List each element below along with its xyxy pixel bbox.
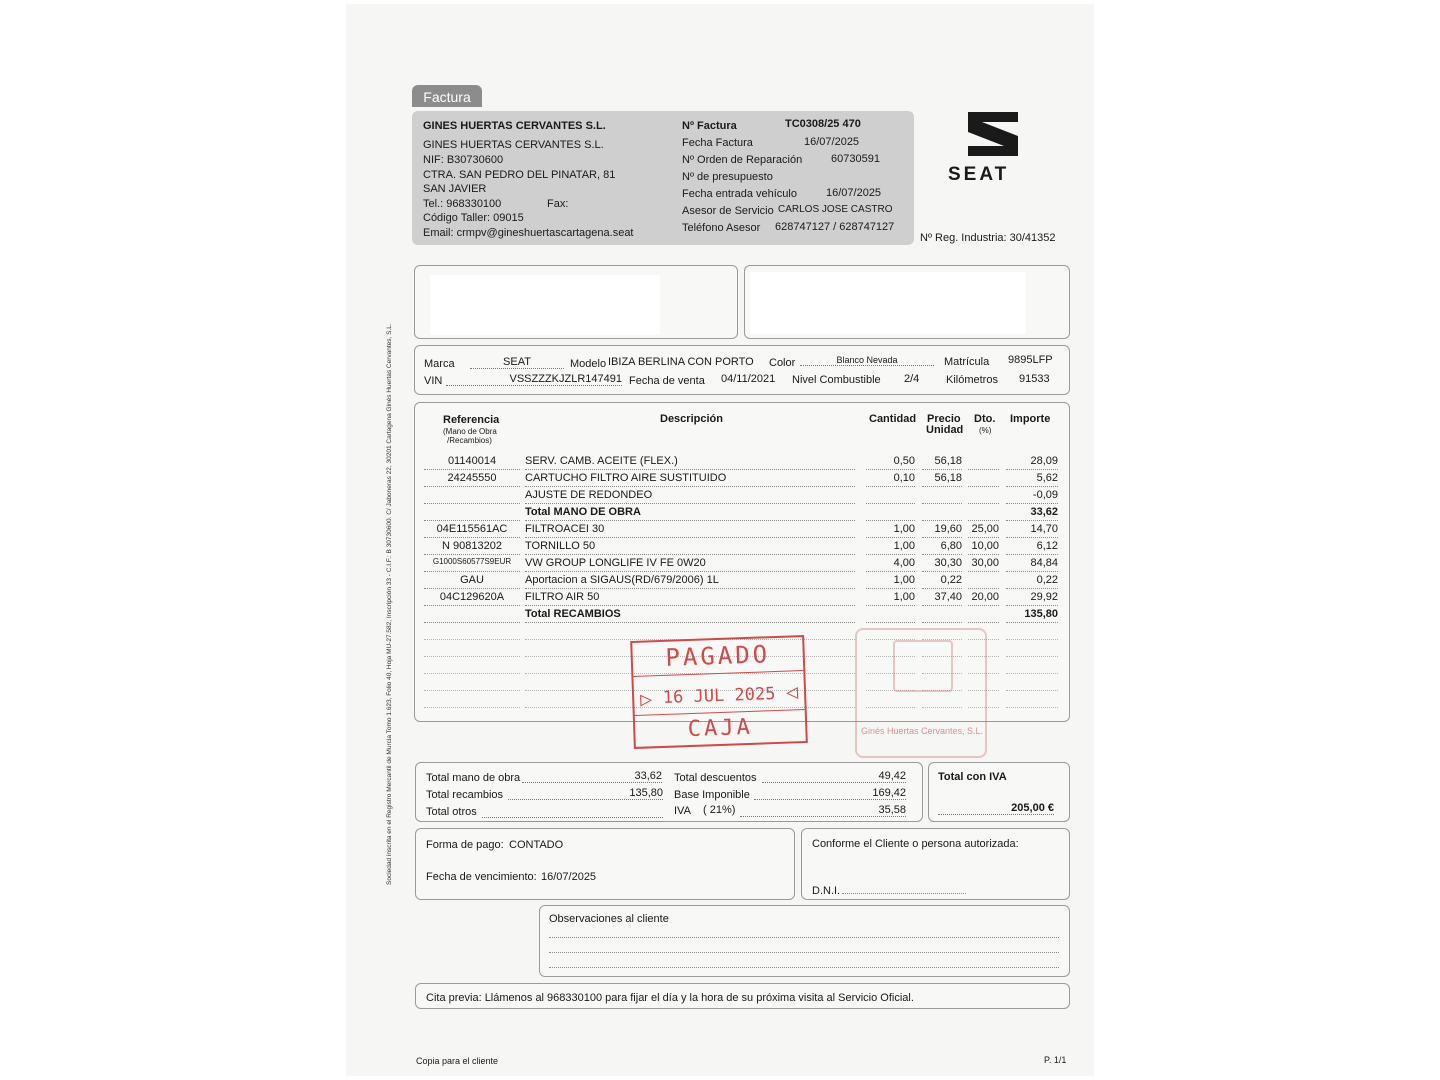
brand-value: SEAT [470, 356, 564, 369]
company-name-bold: GINES HUERTAS CERVANTES S.L. [423, 120, 606, 132]
cell-amount: 5,62 [1036, 472, 1058, 484]
row-dotted-line [968, 503, 999, 504]
row-dotted-line [525, 486, 855, 487]
row-dotted-line [968, 622, 999, 623]
advisor-name: CARLOS JOSE CASTRO [778, 204, 893, 215]
company-nif: NIF: B30730600 [423, 154, 504, 166]
row-dotted-line [922, 469, 962, 470]
row-dotted-line [424, 520, 520, 521]
row-dotted-line [968, 537, 999, 538]
row-dotted-line [968, 520, 999, 521]
cell-ref: GAU [460, 574, 484, 586]
cell-ref: 24245550 [447, 472, 497, 484]
due-date-value: 16/07/2025 [541, 871, 597, 883]
row-dotted-line [1006, 622, 1058, 623]
row-dotted-line [1006, 605, 1058, 606]
company-tel: Tel.: 968330100 [423, 198, 502, 210]
row-dotted-line [424, 622, 520, 623]
row-dotted-line [424, 554, 520, 555]
observations-line [549, 937, 1059, 938]
row-dotted-line [968, 605, 999, 606]
vin-value: VSSZZZKJZLR147491 [446, 373, 622, 386]
quote-label: Nº de presupuesto [682, 171, 773, 183]
col-header-unit-price: Unidad [926, 424, 964, 436]
company-address: CTRA. SAN PEDRO DEL PINATAR, 81 [423, 169, 616, 181]
col-header-unit-price: Precio [927, 413, 961, 425]
col-header-amount: Importe [1010, 413, 1051, 425]
row-dotted-line [866, 605, 915, 606]
seat-logo-icon [966, 110, 1020, 158]
fuel-label: Nivel Combustible [792, 374, 881, 386]
cell-desc: Total MANO DE OBRA [525, 506, 641, 518]
observations-line [549, 967, 1059, 968]
registry-text: Sociedad inscrita en el Registro Mercantil de Murcia Tomo 1.623, Folio 40, Hoja MU-27.582, Inscripción 33 - C.I.F.: B 30730600. C/ Jaboneras 22, 30201 Cartagena Ginés Huertas Cervantes, S.L. [386, 323, 393, 885]
company-fax: Fax: [547, 198, 569, 210]
observations-label: Observaciones al cliente [549, 913, 669, 925]
row-dotted-line [866, 588, 915, 589]
entry-date-label: Fecha entrada vehículo [682, 188, 797, 200]
cell-qty: 1,00 [893, 523, 915, 535]
repair-order: 60730591 [831, 153, 880, 165]
workshop-code: Código Taller: 09015 [423, 212, 524, 224]
row-dotted-line [922, 486, 962, 487]
cell-amount: 28,09 [1030, 455, 1058, 467]
dni-label: D.N.I. [812, 885, 841, 897]
sale-date-label: Fecha de venta [629, 375, 705, 387]
company-email: Email: crmpv@gineshuertascartagena.seat [423, 227, 634, 239]
row-dotted-line [424, 503, 520, 504]
total-labor-value: 33,62 [522, 770, 662, 783]
paid-stamp [630, 635, 808, 749]
sale-date-value: 04/11/2021 [721, 373, 776, 385]
col-header-reference-sub: /Recambios) [447, 436, 492, 445]
advisor-phone: 628747127 / 628747127 [775, 221, 895, 233]
row-dotted-line [525, 554, 855, 555]
vehicle-info-box [414, 345, 1070, 395]
row-dotted-line [424, 486, 520, 487]
row-dotted-line [866, 554, 915, 555]
col-header-discount: Dto. [974, 413, 996, 425]
due-date-label: Fecha de vencimiento: [426, 871, 537, 883]
company-city: SAN JAVIER [423, 183, 487, 195]
row-dotted-line [866, 486, 915, 487]
row-dotted-line [1006, 537, 1058, 538]
row-dotted-line [1006, 520, 1058, 521]
cell-qty: 0,50 [893, 455, 915, 467]
cell-price: 37,40 [934, 591, 962, 603]
total-other-label: Total otros [426, 806, 477, 818]
row-dotted-line [1006, 503, 1058, 504]
client-conformity-label: Conforme el Cliente o persona autorizada: [812, 838, 1019, 850]
cell-ref: 01140014 [447, 455, 497, 467]
model-value: IBIZA BERLINA CON PORTO [608, 356, 754, 368]
row-dotted-line [922, 605, 962, 606]
color-label: Color [769, 357, 796, 369]
cell-qty: 1,00 [893, 574, 915, 586]
row-dotted-line [424, 690, 520, 691]
row-dotted-line [525, 520, 855, 521]
row-dotted-line [424, 639, 520, 640]
invoice-date-label: Fecha Factura [682, 137, 753, 149]
row-dotted-line [525, 537, 855, 538]
invoice-number: TC0308/25 470 [785, 118, 861, 130]
total-parts-label: Total recambios [426, 789, 504, 801]
row-dotted-line [1006, 639, 1058, 640]
row-dotted-line [1006, 656, 1058, 657]
total-parts-value: 135,80 [508, 787, 663, 800]
row-dotted-line [525, 622, 855, 623]
row-dotted-line [968, 486, 999, 487]
cell-amount: 135,80 [1024, 608, 1058, 620]
cell-price: 56,18 [934, 455, 962, 467]
cell-desc: Aportacion a SIGAUS(RD/679/2006) 1L [525, 574, 719, 586]
row-dotted-line [1006, 707, 1058, 708]
row-dotted-line [866, 520, 915, 521]
cell-amount: 84,84 [1030, 557, 1058, 569]
cell-amount: 14,70 [1030, 523, 1058, 535]
row-dotted-line [525, 588, 855, 589]
redacted-block [430, 275, 660, 335]
row-dotted-line [424, 656, 520, 657]
repair-order-label: Nº Orden de Reparación [682, 154, 803, 166]
vat-rate: ( 21%) [703, 804, 736, 816]
total-discounts-label: Total descuentos [674, 772, 757, 784]
row-dotted-line [424, 605, 520, 606]
km-label: Kilómetros [946, 374, 998, 386]
cell-desc: VW GROUP LONGLIFE IV FE 0W20 [525, 557, 706, 569]
row-dotted-line [424, 588, 520, 589]
cell-price: 0,22 [940, 574, 962, 586]
row-dotted-line [424, 469, 520, 470]
tax-base-value: 169,42 [754, 787, 906, 800]
row-dotted-line [424, 707, 520, 708]
row-dotted-line [424, 537, 520, 538]
cell-desc: TORNILLO 50 [525, 540, 596, 552]
invoice-number-label: Nº Factura [682, 120, 737, 132]
company-name: GINES HUERTAS CERVANTES S.L. [423, 139, 604, 151]
row-dotted-line [968, 588, 999, 589]
col-header-description: Descripción [660, 413, 723, 425]
cell-amount: 6,12 [1036, 540, 1058, 552]
cell-desc: FILTRO AIR 50 [525, 591, 600, 603]
total-other-value [482, 804, 663, 818]
row-dotted-line [1006, 486, 1058, 487]
cell-qty: 1,00 [893, 540, 915, 552]
row-dotted-line [424, 673, 520, 674]
row-dotted-line [866, 503, 915, 504]
row-dotted-line [922, 554, 962, 555]
cell-desc: SERV. CAMB. ACEITE (FLEX.) [525, 455, 678, 467]
cell-amount: 0,22 [1036, 574, 1058, 586]
cell-disc: 25,00 [971, 523, 999, 535]
cell-ref: G1000S60577S9EUR [432, 557, 512, 566]
cell-desc: FILTROACEI 30 [525, 523, 605, 535]
cell-price: 6,80 [940, 540, 962, 552]
cell-desc: Total RECAMBIOS [525, 608, 621, 620]
row-dotted-line [866, 622, 915, 623]
stamp-arrow-right-icon: ▷ [639, 686, 653, 711]
row-dotted-line [525, 571, 855, 572]
row-dotted-line [525, 503, 855, 504]
row-dotted-line [866, 571, 915, 572]
cell-qty: 4,00 [893, 557, 915, 569]
dni-line [842, 893, 966, 894]
document-type-tab: Factura [412, 85, 482, 107]
page-number: P. 1/1 [1044, 1055, 1067, 1065]
entry-date: 16/07/2025 [826, 187, 882, 199]
cell-amount: 33,62 [1030, 506, 1058, 518]
color-value: Blanco Nevada [800, 355, 934, 366]
appointment-text: Cita previa: Llámenos al 968330100 para fijar el día y la hora de su próxima visita al Servicio Oficial. [426, 992, 914, 1004]
vat-value: 35,58 [740, 804, 906, 817]
row-dotted-line [424, 571, 520, 572]
advisor-phone-label: Teléfono Asesor [682, 222, 761, 234]
row-dotted-line [922, 537, 962, 538]
grand-total-label: Total con IVA [938, 771, 1007, 783]
row-dotted-line [922, 571, 962, 572]
cell-desc: CARTUCHO FILTRO AIRE SUSTITUIDO [525, 472, 727, 484]
row-dotted-line [866, 469, 915, 470]
cell-disc: 20,00 [971, 591, 999, 603]
tax-base-label: Base Imponible [674, 789, 750, 801]
cell-desc: AJUSTE DE REDONDEO [525, 489, 653, 501]
row-dotted-line [866, 537, 915, 538]
stamp-logo-icon [893, 640, 953, 692]
row-dotted-line [922, 622, 962, 623]
cell-disc: 10,00 [971, 540, 999, 552]
payment-method-value: CONTADO [509, 839, 564, 851]
advisor-label: Asesor de Servicio [682, 205, 774, 217]
brand-label: Marca [424, 358, 455, 370]
redacted-block [750, 272, 1026, 334]
row-dotted-line [968, 571, 999, 572]
total-discounts-value: 49,42 [762, 770, 906, 783]
cell-amount: -0,09 [1032, 489, 1058, 501]
payment-method-label: Forma de pago: [426, 839, 504, 851]
stamp-arrow-left-icon: ◁ [785, 679, 799, 704]
cell-ref: 04C129620A [439, 591, 505, 603]
paid-stamp-title: PAGADO [664, 640, 771, 672]
cell-price: 19,60 [934, 523, 962, 535]
row-dotted-line [1006, 469, 1058, 470]
fuel-value: 2/4 [904, 373, 920, 385]
paid-stamp-date: 16 JUL 2025 [662, 684, 776, 708]
plate-label: Matrícula [944, 356, 990, 368]
row-dotted-line [968, 554, 999, 555]
vat-label: IVA [674, 805, 691, 817]
km-value: 91533 [1019, 373, 1050, 385]
cell-price: 30,30 [934, 557, 962, 569]
row-dotted-line [525, 469, 855, 470]
cell-ref: 04E115561AC [436, 523, 508, 535]
row-dotted-line [1006, 588, 1058, 589]
row-dotted-line [525, 605, 855, 606]
col-header-quantity: Cantidad [869, 413, 917, 425]
cell-qty: 0,10 [893, 472, 915, 484]
paid-stamp-footer: CAJA [687, 714, 754, 743]
total-labor-label: Total mano de obra [426, 772, 521, 784]
model-label: Modelo [570, 358, 607, 370]
seat-logo-text: SEAT [948, 164, 1010, 185]
row-dotted-line [922, 588, 962, 589]
row-dotted-line [922, 520, 962, 521]
plate-value: 9895LFP [1008, 354, 1053, 366]
cell-price: 56,18 [934, 472, 962, 484]
observations-line [549, 952, 1059, 953]
col-header-discount-sub: (%) [979, 426, 992, 435]
row-dotted-line [1006, 554, 1058, 555]
row-dotted-line [1006, 690, 1058, 691]
grand-total-value: 205,00 € [938, 802, 1054, 815]
invoice-date: 16/07/2025 [804, 136, 860, 148]
company-stamp [855, 628, 987, 758]
col-header-reference: Referencia [443, 414, 500, 426]
copy-label: Copia para el cliente [416, 1056, 499, 1066]
company-stamp-text: Ginés Huertas Cervantes, S.L. [861, 726, 984, 736]
row-dotted-line [922, 503, 962, 504]
row-dotted-line [968, 469, 999, 470]
cell-qty: 1,00 [893, 591, 915, 603]
row-dotted-line [1006, 571, 1058, 572]
cell-amount: 29,92 [1030, 591, 1058, 603]
cell-ref: N 90813202 [442, 540, 502, 552]
cell-disc: 30,00 [971, 557, 999, 569]
row-dotted-line [1006, 673, 1058, 674]
industry-registration: Nº Reg. Industria: 30/41352 [920, 232, 1056, 244]
vin-label: VIN [424, 375, 443, 387]
col-header-reference-sub: (Mano de Obra [443, 427, 497, 436]
